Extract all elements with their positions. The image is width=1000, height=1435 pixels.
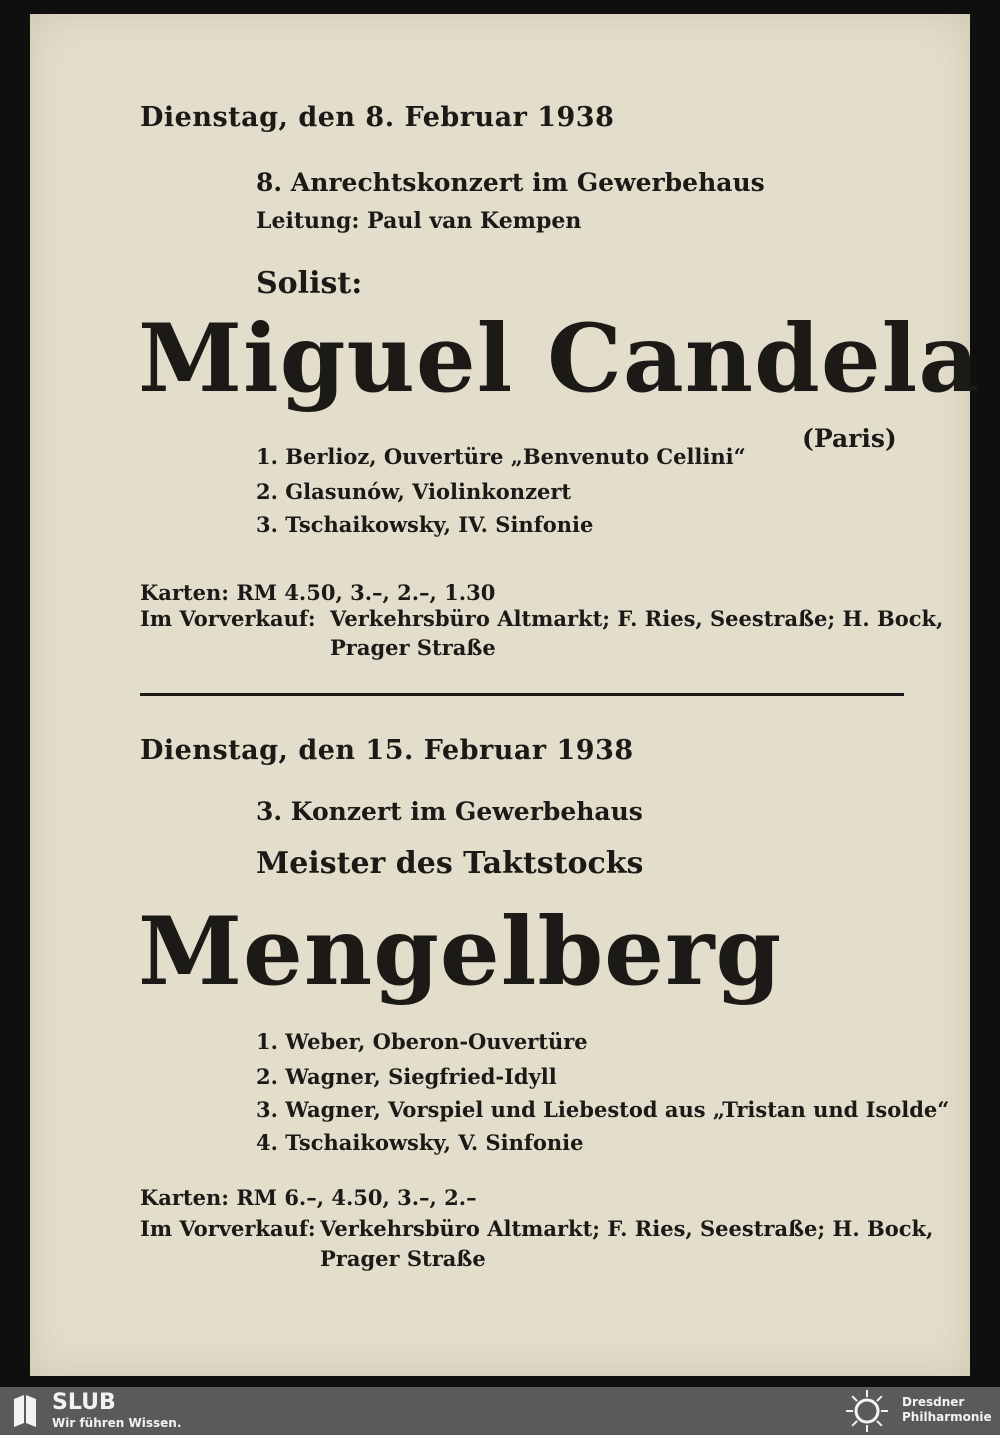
concert1-soloist-name: Miguel Candela [138,304,981,414]
partner-name-line1: Dresdner [902,1395,965,1409]
partner-name [902,1395,992,1425]
concert1-program-item: 1. Berlioz, Ouvertüre „Benvenuto Cellini“ [256,444,746,469]
concert2-presale-line1: Verkehrsbüro Altmarkt; F. Ries, Seestraße; H. Bock, [320,1216,934,1241]
concert2-series: Meister des Taktstocks [256,846,644,881]
concert2-date: Dienstag, den 15. Februar 1938 [140,735,634,766]
concert2-title: 3. Konzert im Gewerbehaus [256,797,643,826]
concert2-conductor-name: Mengelberg [138,897,783,1007]
concert1-soloist-label: Solist: [256,266,363,301]
concert2-program-item: 3. Wagner, Vorspiel und Liebestod aus „Tristan und Isolde“ [256,1097,950,1122]
concert1-program-item: 3. Tschaikowsky, IV. Sinfonie [256,512,594,537]
partner-name-line2: Philharmonie [902,1410,992,1424]
concert2-presale-label: Im Vorverkauf: [140,1216,316,1241]
concert2-program-item: 2. Wagner, Siegfried-Idyll [256,1064,557,1089]
section-divider [140,693,904,696]
slub-logo-icon [12,1393,38,1427]
concert1-title: 8. Anrechtskonzert im Gewerbehaus [256,168,765,197]
philharmonie-logo-icon [842,1389,892,1433]
concert1-tickets: Karten: RM 4.50, 3.–, 2.–, 1.30 [140,580,496,605]
footer-bar [0,1387,1000,1435]
concert1-presale-line2: Prager Straße [330,635,496,660]
concert2-tickets: Karten: RM 6.–, 4.50, 3.–, 2.– [140,1185,477,1210]
concert1-date: Dienstag, den 8. Februar 1938 [140,102,615,133]
concert1-program-item: 2. Glasunów, Violinkonzert [256,479,572,504]
library-tagline: Wir führen Wissen. [52,1416,182,1430]
concert1-conductor: Leitung: Paul van Kempen [256,208,582,234]
concert1-soloist-city: (Paris) [802,424,897,453]
concert1-presale-line1: Verkehrsbüro Altmarkt; F. Ries, Seestraße; H. Bock, [330,606,944,631]
concert2-program-item: 1. Weber, Oberon-Ouvertüre [256,1029,588,1054]
library-name: SLUB [52,1390,116,1415]
concert2-program-item: 4. Tschaikowsky, V. Sinfonie [256,1130,584,1155]
concert2-presale-line2: Prager Straße [320,1246,486,1271]
concert1-presale-label: Im Vorverkauf: [140,606,316,631]
